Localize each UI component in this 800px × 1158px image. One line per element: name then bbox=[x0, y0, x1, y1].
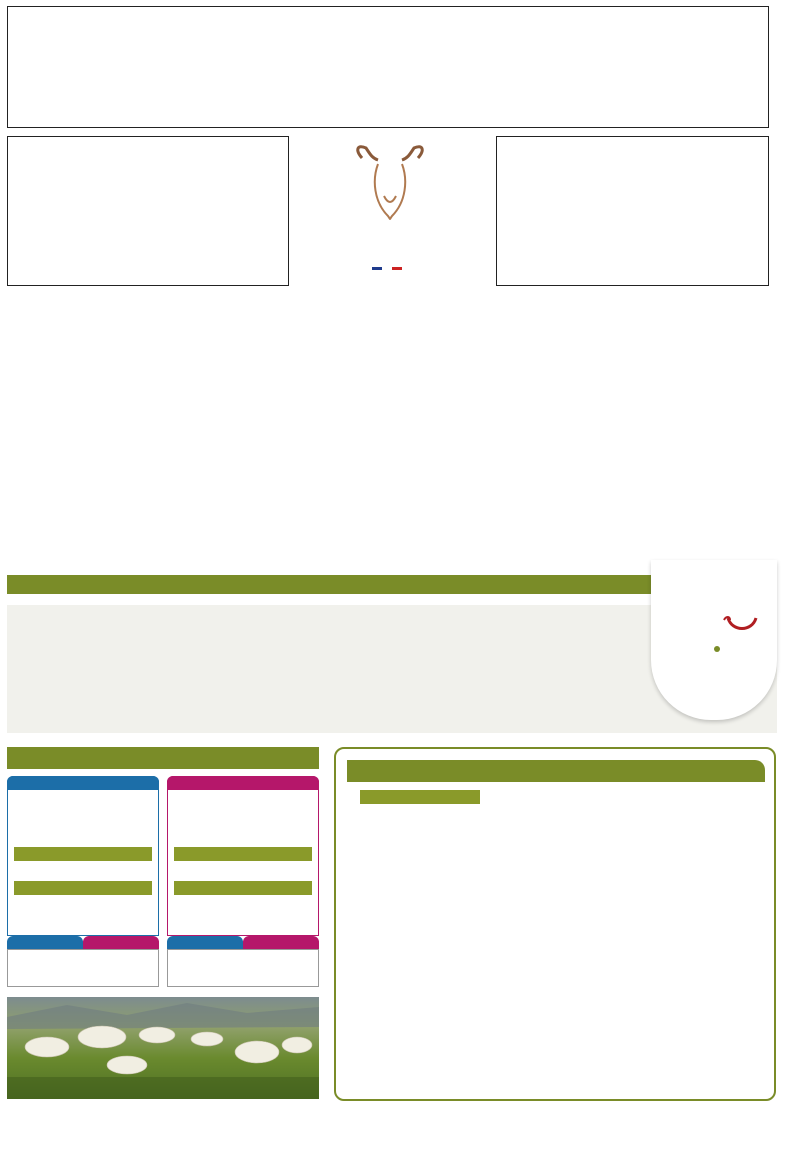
mere-header-bar bbox=[167, 776, 319, 790]
grandmere-right-tab bbox=[243, 936, 319, 949]
charolais-bull-icon bbox=[300, 140, 480, 230]
grandpere-left-tab bbox=[7, 936, 83, 949]
animal-header-box bbox=[7, 6, 769, 128]
genomic-title-bar bbox=[347, 760, 765, 782]
mere-index-header-bar bbox=[174, 847, 312, 861]
gp-right-box bbox=[167, 949, 319, 987]
grandmere-left-tab bbox=[83, 936, 159, 949]
pere-morpho-header-bar bbox=[14, 881, 152, 895]
gp-left-box bbox=[7, 949, 159, 987]
herd-book-dot bbox=[714, 646, 720, 652]
mother-box bbox=[496, 136, 769, 286]
grandpere-right-tab bbox=[167, 936, 243, 949]
filiation-label-bar bbox=[360, 790, 480, 804]
tricolor-bar bbox=[372, 267, 402, 270]
cattle-herd-illustration bbox=[7, 997, 319, 1099]
pere-header-bar bbox=[7, 776, 159, 790]
herd-book-logo-card bbox=[651, 560, 777, 720]
father-box bbox=[7, 136, 289, 286]
genomic-index-chart bbox=[460, 820, 780, 1035]
charolais-france-logo bbox=[300, 140, 480, 280]
mere-morpho-header-bar bbox=[174, 881, 312, 895]
cattle-photo bbox=[7, 997, 319, 1099]
herd-book-horns-icon bbox=[722, 614, 762, 638]
genealogy-title-bar bbox=[7, 747, 319, 769]
pere-index-header-bar bbox=[14, 847, 152, 861]
